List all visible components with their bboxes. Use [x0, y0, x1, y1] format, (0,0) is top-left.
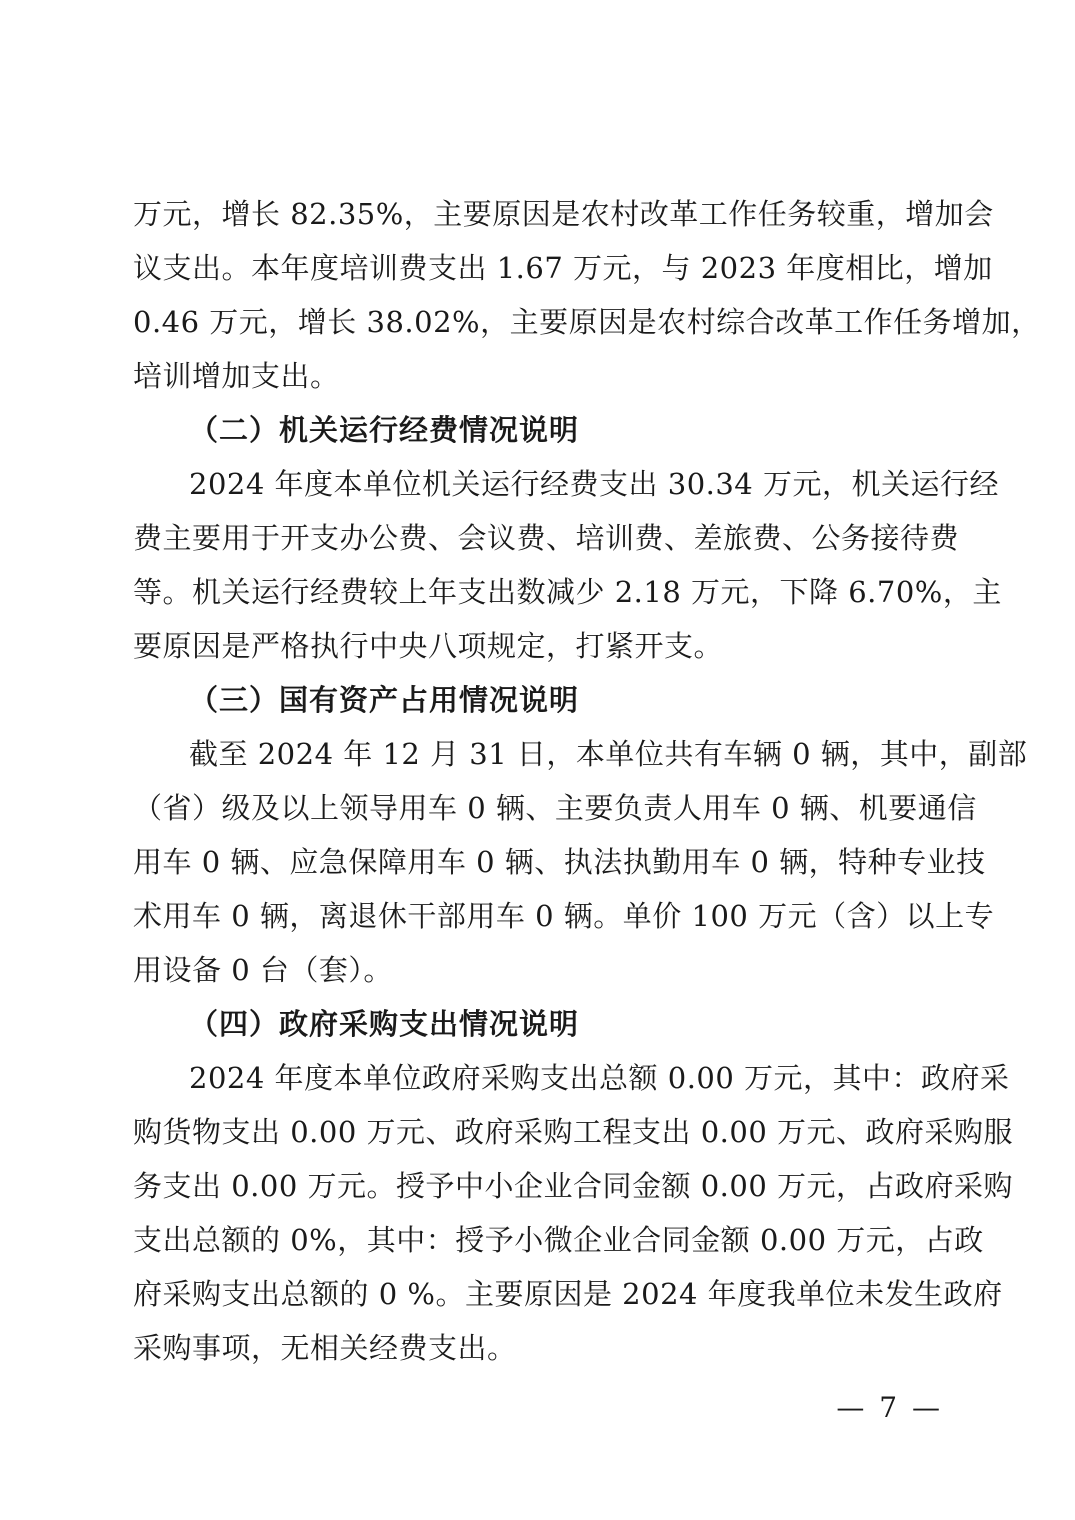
text-line: 万元，增长 82.35%，主要原因是农村改革工作任务较重，增加会 — [133, 197, 994, 231]
section-heading-state-assets: （三）国有资产占用情况说明 — [189, 683, 580, 717]
text-line: 术用车 0 辆，离退休干部用车 0 辆。单价 100 万元（含）以上专 — [133, 899, 995, 933]
text-line: 费主要用于开支办公费、会议费、培训费、差旅费、公务接待费 — [133, 521, 960, 555]
text-line: 支出总额的 0%，其中：授予小微企业合同金额 0.00 万元，占政 — [133, 1223, 984, 1257]
paragraph-operating-costs — [133, 457, 1002, 673]
text-line: 用车 0 辆、应急保障用车 0 辆、执法执勤用车 0 辆，特种专业技 — [133, 845, 986, 879]
page-number: — 7 — — [836, 1391, 943, 1424]
section-heading-operating-costs: （二）机关运行经费情况说明 — [189, 413, 580, 447]
text-line: 用设备 0 台（套）。 — [133, 953, 393, 987]
text-line: 培训增加支出。 — [133, 359, 340, 393]
text-line: 2024 年度本单位机关运行经费支出 30.34 万元，机关运行经 — [189, 467, 999, 501]
text-line: 0.46 万元，增长 38.02%，主要原因是农村综合改革工作任务增加， — [133, 305, 1041, 339]
text-line: 截至 2024 年 12 月 31 日，本单位共有车辆 0 辆，其中，副部 — [189, 737, 1028, 771]
document-page — [133, 187, 1041, 1375]
section-heading-government-procurement: （四）政府采购支出情况说明 — [189, 1007, 580, 1041]
text-line: 等。机关运行经费较上年支出数减少 2.18 万元，下降 6.70%，主 — [133, 575, 1002, 609]
text-line: 务支出 0.00 万元。授予中小企业合同金额 0.00 万元，占政府采购 — [133, 1169, 1014, 1203]
text-line: 2024 年度本单位政府采购支出总额 0.00 万元，其中：政府采 — [189, 1061, 1010, 1095]
text-line: （省）级及以上领导用车 0 辆、主要负责人用车 0 辆、机要通信 — [133, 791, 977, 825]
text-line: 议支出。本年度培训费支出 1.67 万元，与 2023 年度相比，增加 — [133, 251, 993, 285]
paragraph-state-assets — [133, 727, 1028, 997]
text-line: 购货物支出 0.00 万元、政府采购工程支出 0.00 万元、政府采购服 — [133, 1115, 1014, 1149]
paragraph-government-procurement — [133, 1051, 1014, 1375]
text-line: 府采购支出总额的 0 %。主要原因是 2024 年度我单位未发生政府 — [133, 1277, 1003, 1311]
paragraph-training-costs — [133, 187, 1041, 403]
text-line: 要原因是严格执行中央八项规定，打紧开支。 — [133, 629, 724, 663]
text-line: 采购事项，无相关经费支出。 — [133, 1331, 517, 1365]
